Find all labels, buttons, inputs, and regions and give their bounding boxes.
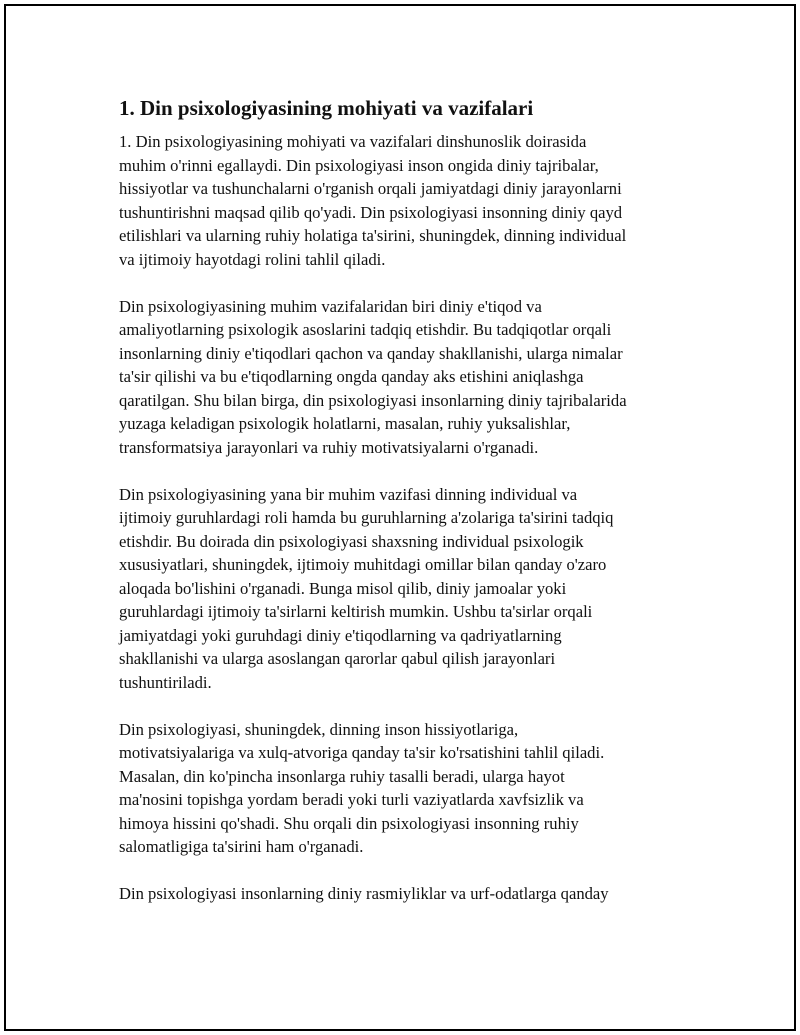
text-line: etilishlari va ularning ruhiy holatiga ta'sirini, shuningdek, dinning individual <box>119 226 627 245</box>
text-line: etishdir. Bu doirada din psixologiyasi shaxsning individual psixologik <box>119 531 584 551</box>
text-line: 1. Din psixologiyasining mohiyati va vazifalari dinshunoslik doirasida <box>119 132 587 151</box>
text-line: qaratilgan. Shu bilan birga, din psixologiyasi insonlarning diniy tajribalarida <box>119 390 627 410</box>
text-line: tushuntirishni maqsad qilib qo'yadi. Din psixologiyasi insonning diniy qayd <box>119 202 623 222</box>
paragraph-3 <box>119 483 689 695</box>
document-content <box>119 92 689 929</box>
text-line: tushuntiriladi. <box>119 672 212 692</box>
text-line: aloqada bo'lishini o'rganadi. Bunga misol qilib, diniy jamoalar yoki <box>119 578 567 598</box>
text-line: ma'nosini topishga yordam beradi yoki turli vaziyatlarda xavfsizlik va <box>119 790 584 809</box>
paragraph-1 <box>119 130 689 271</box>
text-line: muhim o'rinni egallaydi. Din psixologiyasi inson ongida diniy tajribalar, <box>119 155 599 175</box>
text-line: shakllanishi va ularga asoslangan qarorlar qabul qilish jarayonlari <box>119 649 556 668</box>
text-line: amaliyotlarning psixologik asoslarini tadqiq etishdir. Bu tadqiqotlar orqali <box>119 320 612 339</box>
text-line: va ijtimoiy hayotdagi rolini tahlil qiladi. <box>119 249 386 269</box>
text-line: Din psixologiyasining muhim vazifalaridan biri diniy e'tiqod va <box>119 296 542 316</box>
text-line: himoya hissini qo'shadi. Shu orqali din psixologiyasi insonning ruhiy <box>119 813 579 833</box>
text-line: yuzaga keladigan psixologik holatlarni, masalan, ruhiy yuksalishlar, <box>119 414 571 433</box>
paragraph-4 <box>119 718 689 859</box>
text-line: insonlarning diniy e'tiqodlari qachon va qanday shakllanishi, ularga nimalar <box>119 343 623 363</box>
text-line: Din psixologiyasining yana bir muhim vazifasi dinning individual va <box>119 484 578 504</box>
paragraph-2 <box>119 295 689 460</box>
text-line: Masalan, din ko'pincha insonlarga ruhiy tasalli beradi, ularga hayot <box>119 766 565 786</box>
text-line: hissiyotlar va tushunchalarni o'rganish orqali jamiyatdagi diniy jarayonlarni <box>119 179 622 198</box>
text-line: ta'sir qilishi va bu e'tiqodlarning ongda qanday aks etishini aniqlashga <box>119 367 584 386</box>
text-line: guruhlardagi ijtimoiy ta'sirlarni keltirish mumkin. Ushbu ta'sirlar orqali <box>119 602 593 621</box>
text-line: jamiyatdagi yoki guruhdagi diniy e'tiqodlarning va qadriyatlarning <box>119 625 562 645</box>
paragraph-5 <box>119 882 689 906</box>
text-line: xususiyatlari, shuningdek, ijtimoiy muhitdagi omillar bilan qanday o'zaro <box>119 555 607 574</box>
document-title: 1. Din psixologiyasining mohiyati va vazifalari <box>119 96 534 120</box>
text-line: transformatsiya jarayonlari va ruhiy motivatsiyalarni o'rganadi. <box>119 437 539 457</box>
text-line: Din psixologiyasi, shuningdek, dinning inson hissiyotlariga, <box>119 719 519 739</box>
document-page <box>4 4 796 1031</box>
text-line: ijtimoiy guruhlardagi roli hamda bu guruhlarning a'zolariga ta'sirini tadqiq <box>119 508 614 527</box>
text-line: motivatsiyalariga va xulq-atvoriga qanday ta'sir ko'rsatishini tahlil qiladi. <box>119 743 605 762</box>
text-line: salomatligiga ta'sirini ham o'rganadi. <box>119 837 364 856</box>
text-line: Din psixologiyasi insonlarning diniy rasmiyliklar va urf-odatlarga qanday <box>119 884 609 903</box>
